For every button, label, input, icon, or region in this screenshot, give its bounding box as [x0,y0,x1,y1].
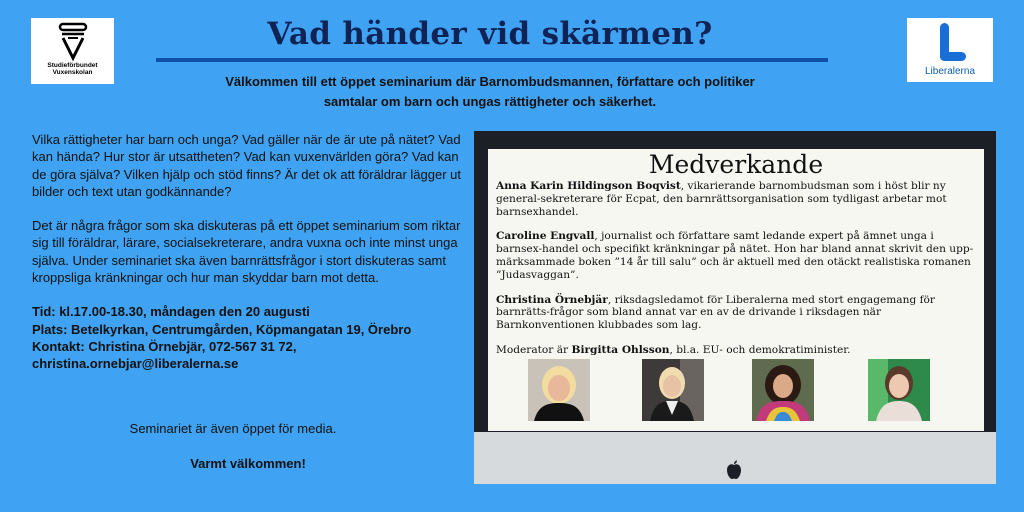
photo-christina [752,359,814,421]
page-title: Vad händer vid skärmen? [267,16,713,52]
media-note: Seminariet är även öppet för media. [129,421,337,436]
participant-2 [496,230,976,281]
participant-3-name: Christina Örnebjär [496,293,608,306]
left-logo-label: Studieförbundet Vuxenskolan [47,62,98,76]
intro-text: Välkommen till ett öppet seminarium där Barnombudsmannen, författare och politiker samtalar om barn och ungas rättigheter och säkerhet. [225,74,755,109]
moderator-name: Birgitta Ohlsson [571,343,670,356]
participant-3 [496,294,976,332]
liberalerna-logo [907,18,993,82]
sv-emblem-icon [56,22,90,62]
participant-2-name: Caroline Engvall [496,230,595,243]
photo-birgitta [868,359,930,421]
event-info [32,303,464,372]
studieforbundet-logo [31,18,114,84]
photo-anna-karin [528,359,590,421]
welcome-text: Varmt välkommen! [190,456,306,471]
participant-photos [488,359,984,421]
participant-2-desc: , journalist och författare samt ledande expert på ämnet unga i barnsex-handel och specifikt kränkningar på nätet. Hon har bland annat skrivit den upp-märksammade boken ”14 år till salu” och är aktuell med den otäckt realistiska romanen ”Judasvaggan”. [496,230,974,281]
event-contact: Kontakt: Christina Örnebjär, 072-567 31 72, [32,338,297,354]
participant-3-desc: , riksdagsledamot för Liberalerna med stort engagemang för barnrätts-frågor som bland annat var en av de drivande i riksdagen när Barnkonventionen klubbades som lag. [496,293,935,332]
participants-screen [488,149,984,431]
photo-caroline [642,359,704,421]
apple-logo-icon [725,460,743,480]
description-paragraph-2: Det är några frågor som ska diskuteras på ett öppet seminarium som riktar sig till föräldrar, lärare, socialsekreterare, andra vuxna och inte minst unga själva. Under seminariet ska även barnrättsfrågor i stort diskuteras samt kroppsliga kränkningar och hur man skyddar barn mot detta. [32,218,461,286]
description-column [32,131,464,373]
monitor-frame [474,131,996,484]
description-paragraph-1: Vilka rättigheter har barn och unga? Vad gäller när de är ute på nätet? Vad kan hända? Hur stor är utsattheten? Vad kan vuxenvärlden göra? Vad kan de göra själva? Vilken hjälp och stöd finns? Är det ok att föräldrar lägger ut bilder och text utan godkännande? [32,132,462,199]
moderator-desc: , bl.a. EU- och demokratiminister. [669,343,851,356]
event-time: Tid: kl.17.00-18.30, måndagen den 20 augusti [32,304,310,320]
moderator-prefix: Moderator är [496,343,572,356]
screen-heading: Medverkande [648,150,824,179]
participant-1-desc: , vikarierande barnombudsman som i höst blir ny general-sekreterare för Ecpat, den barnrättsorganisation som tydligast arbetar mot barnsexhandel. [496,180,947,218]
event-place: Plats: Betelkyrkan, Centrumgården, Köpmangatan 19, Örebro [32,321,412,337]
liberalerna-l-icon [928,21,972,65]
contact-email[interactable]: christina.ornebjar@liberalerna.se [32,356,239,372]
right-logo-label: Liberalerna [924,66,976,77]
title-underline [156,58,828,62]
participant-1 [496,180,976,218]
participant-1-name: Anna Karin Hildingson Boqvist [496,180,681,192]
moderator-line [496,344,976,357]
